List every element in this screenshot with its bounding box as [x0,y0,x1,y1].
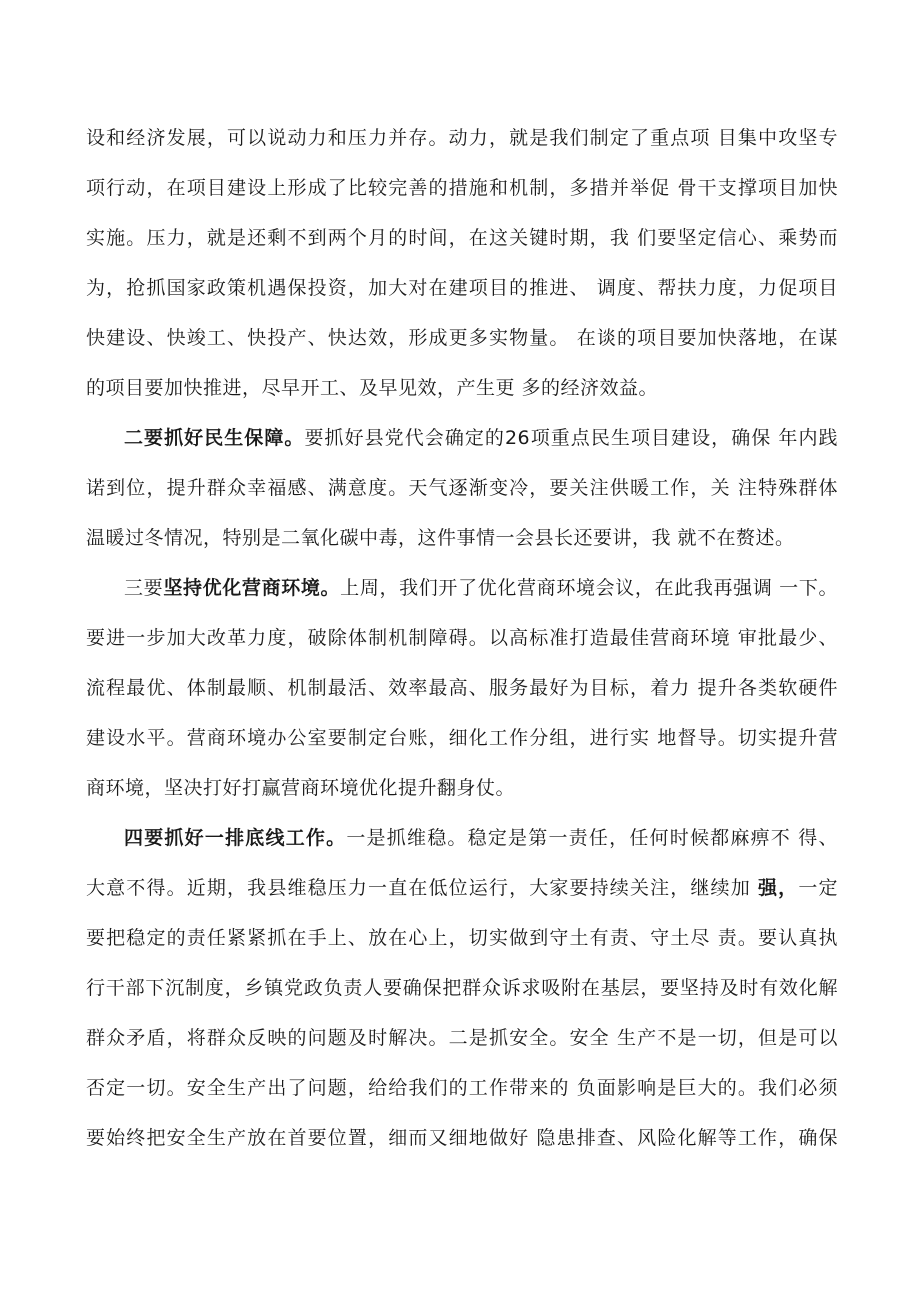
paragraph-3-heading: 坚持优化营商环境。 [163,577,341,599]
paragraph-4-line-6: 否定一切。安全生产出了问题，给给我们的工作带来的 负面影响是巨大的。我们必须 [86,1077,838,1099]
paragraph-3-line-4: 建设水平。营商环境办公室要制定台账，细化工作分组，进行实 地督导。切实提升营 [86,727,838,749]
paragraph-4-line-2-text-b: 一定 [798,877,838,899]
paragraph-1-line-5: 快建设、快竣工、快投产、快达效，形成更多实物量。 在谈的项目要加快落地，在谋 [86,327,838,349]
paragraph-3-line-5: 商环境，坚决打好打赢营商环境优化提升翻身仗。 [86,777,516,799]
paragraph-4-heading: 四要抓好一排底线工作。 [124,827,347,849]
paragraph-4-line-1-text: 一是抓维稳。稳定是第一责任，任何时候都麻痹不 得、 [346,827,838,849]
paragraph-4-line-4: 行干部下沉制度，乡镇党政负责人要确保把群众诉求吸附在基层，要坚持及时有效化解 [86,977,838,999]
paragraph-2-line-3: 温暖过冬情况，特别是二氧化碳中毒，这件事情一会县长还要讲，我 就不在赘述。 [86,527,795,549]
paragraph-3-lead: 三要 [124,577,164,599]
paragraph-3-line-3: 流程最优、体制最顺、机制最活、效率最高、服务最好为目标，着力 提升各类软硬件 [86,677,838,699]
paragraph-4-line-5: 群众矛盾，将群众反映的问题及时解决。二是抓安全。安全 生产不是一切，但是可以 [86,1027,838,1049]
paragraph-3-line-2: 要进一步加大改革力度，破除体制机制障碍。以高标准打造最佳营商环境 审批最少、 [86,627,838,649]
paragraph-1-line-4: 为，抢抓国家政策机遇保投资，加大对在建项目的推进、 调度、帮扶力度，力促项目 [86,277,838,299]
paragraph-4-line-2-text-a: 大意不得。近期，我县维稳压力一直在低位运行，大家要持续关注，继续加 [86,877,759,899]
paragraph-2-line-1 [124,421,838,455]
paragraph-1-line-3: 实施。压力，就是还剩不到两个月的时间，在这关键时期，我 们要坚定信心、乘势而 [86,227,838,249]
paragraph-1-line-2: 项行动，在项目建设上形成了比较完善的措施和机制，多措并举促 骨干支撑项目加快 [86,177,838,199]
paragraph-3-line-1 [124,571,838,605]
paragraph-2-heading: 二要抓好民生保障。 [124,427,305,449]
paragraph-4-line-2-bold: 强， [758,877,799,899]
paragraph-4-line-1 [124,821,838,855]
paragraph-3-line-1-text: 上周，我们开了优化营商环境会议，在此我再强调 一下。 [340,577,838,599]
paragraph-4-line-7: 要始终把安全生产放在首要位置，细而又细地做好 隐患排查、风险化解等工作，确保 [86,1127,838,1149]
paragraph-1-line-6: 的项目要加快推进，尽早开工、及早见效，产生更 多的经济效益。 [86,377,659,399]
paragraph-4-line-3: 要把稳定的责任紧紧抓在手上、放在心上，切实做到守土有责、守土尽 责。要认真执 [86,927,838,949]
paragraph-2-line-1-text: 要抓好县党代会确定的26项重点民生项目建设，确保 年内践 [304,427,838,449]
paragraph-1-line-1: 设和经济发展，可以说动力和压力并存。动力，就是我们制定了重点项 目集中攻坚专 [86,127,838,149]
paragraph-2-line-2: 诺到位，提升群众幸福感、满意度。天气逐渐变冷，要关注供暖工作，关 注特殊群体 [86,477,838,499]
paragraph-4-line-2 [86,871,838,905]
